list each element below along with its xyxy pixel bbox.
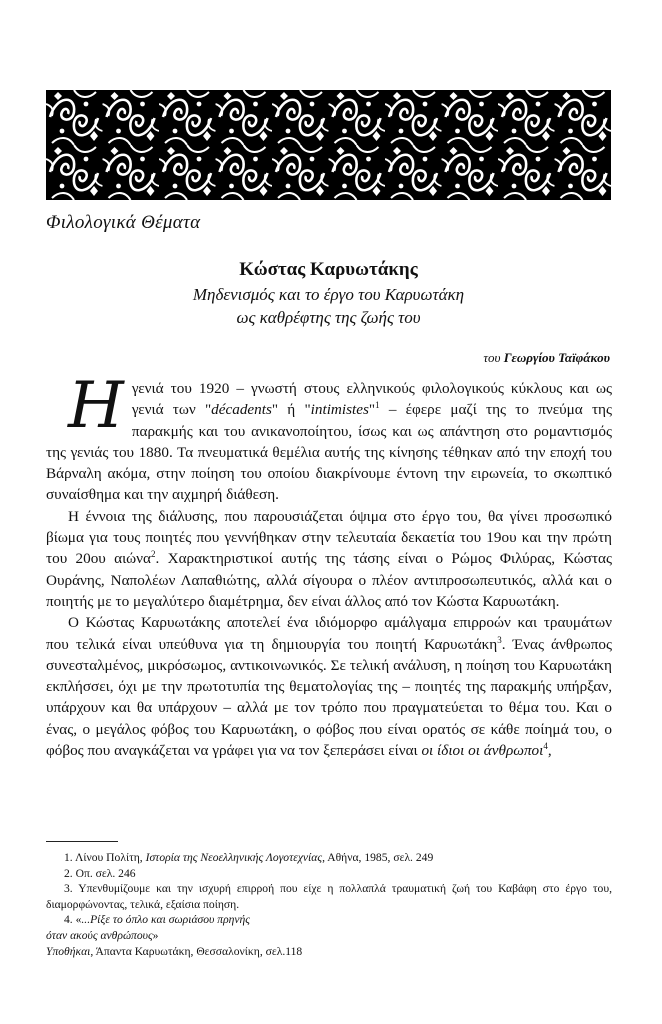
drop-cap: Η [68, 369, 124, 443]
footnote-4-verse-2: όταν ακούς ανθρώπους [46, 928, 153, 942]
p3-italic-1: οι ίδιοι οι άνθρωποι [421, 742, 544, 760]
article-body [46, 369, 613, 761]
footnote-4-close-quote: » [152, 928, 159, 942]
author-name: Γεωργίου Ταϊφάκου [503, 350, 610, 365]
paragraph-2 [46, 506, 612, 612]
section-label: Φιλολογικά Θέματα [46, 212, 201, 233]
p2-text-1: Η έννοια της διάλυσης, που παρουσιάζεται όψιμα στο έργο του, θα γίνει προσωπικό βίωμα για τους ποιητές που γεννήθηκαν στην τελευταία δεκαετία του 19ου και την πρώτη του 20ου αιώνα [46, 507, 612, 568]
footnote-4-source [46, 944, 612, 960]
paragraph-1 [46, 369, 613, 506]
footnote-1-text-a: 1. Λίνου Πολίτη, [64, 851, 146, 864]
footnote-2: 2. Οπ. σελ. 246 [64, 866, 136, 880]
p3-text-2: . Ένας άνθρωπος συνεσταλμένος, μικρόσωμος, αντικοινωνικός. Σε τελική ανάλυση, η ποίηση του Καρυωτάκη εκπλήσσει, όχι με την πρωτοτυπία της θεματολογίας της – ποιητές της παρακμής υπήρξαν, υπάρχουν και θα υπάρχουν – αλλά με τον τρόπο που πραγματεύεται το θέμα του. Και ο ένας, ο μεγάλος φόβος του Καρυωτάκη, ο φόβος που είναι ορατός σε κάθε ποίημά του, ο φόβος που αναγκάζεται να γράφει για να τον ξεπεράσει είναι [46, 635, 613, 760]
footnote-3: 3. Υπενθυμίζουμε και την ισχυρή επιρροή που είχε η πολλαπλά τραυματική ζωή του Καβάφη στο έργο του, διαμορφώνοντας, τελικά, εξαίσια ποίηση. [46, 882, 612, 911]
arabesque-ornament-banner [46, 90, 611, 200]
p3-text-1: Ο Κώστας Καρυωτάκης αποτελεί ένα ιδιόμορφο αμάλγαμα επιρροών και τραυμάτων που τελικά είναι υπεύθυνα για τη δημιουργία του ποιητή Καρυωτάκη [46, 614, 612, 653]
footnote-ref-3: 3 [497, 634, 502, 645]
footnote-4-source-title: Υποθήκαι [46, 944, 91, 958]
footnote-1 [46, 850, 612, 866]
article-subtitle-line1: Μηδενισμός και το έργο του Καρυωτάκη [192, 285, 465, 304]
p1-italic-1: décadents [211, 401, 272, 419]
footnote-1-text-b: , Αθήνα, 1985, σελ. 249 [322, 851, 434, 864]
p3-text-3: , [547, 742, 552, 760]
p1-text-3: " [368, 401, 376, 419]
footnote-4-source-text: , Άπαντα Καρυωτάκη, Θεσσαλονίκη, σελ.118 [90, 944, 303, 958]
footnote-4-open-quote: 4. « [64, 913, 82, 927]
p1-text-1: γενιά του 1920 – γνωστή στους ελληνικούς φιλολογικούς κύκλους και ως γενιά των " [131, 380, 612, 419]
footnote-4-verse-1: ...Ρίξε το όπλο και σωριάσου πρηνής [81, 913, 250, 927]
footnote-ref-1: 1 [375, 400, 380, 411]
footnote-ref-4: 4 [543, 740, 548, 751]
article-title: Κώστας Καρυωτάκης [239, 259, 418, 280]
author-prefix: του [483, 350, 501, 365]
footnotes [46, 850, 612, 959]
p1-text-4: – έφερε μαζί της το πνεύμα της παρακμής και του ανικανοποίητου, ίσως και ως απάντηση στο ρομαντισμός της γενιάς του 1880. Τα πνευματικά θεμέλια αυτής της κίνησης τέθηκαν από την εποχή του Βάρναλη ακόμα, στην ποίηση του οποίου διακρίνουμε έντονη την ειρωνεία, το σκωπτικό συναίσθημα και την αιχμηρή διάθεση. [46, 401, 613, 504]
p1-text-2: " ή " [271, 401, 311, 419]
paragraph-3 [46, 612, 612, 761]
p1-italic-2: intimistes [310, 401, 369, 419]
footnote-4 [46, 912, 612, 928]
p2-text-2: . Χαρακτηριστικοί αυτής της τάσης είναι ο Ρώμος Φιλύρας, Κώστας Ουράνης, Ναπολέων Λαπαθιώτης, αλλά σίγουρα ο πλέον αντιπροσωπευτικός, αλλά και ο ποιητής με το μεγαλύτερο διαμέτρημα, δεν είναι άλλος από τον Κώστα Καρυωτάκη. [46, 550, 612, 610]
footnote-rule [46, 841, 118, 842]
author-byline [483, 350, 610, 366]
footnote-1-italic: Ιστορία της Νεοελληνικής Λογοτεχνίας [145, 851, 323, 864]
article-subtitle-line2: ως καθρέφτης της ζωής του [236, 308, 421, 327]
footnote-ref-2: 2 [151, 549, 156, 560]
footnote-4-line-2 [46, 928, 612, 944]
